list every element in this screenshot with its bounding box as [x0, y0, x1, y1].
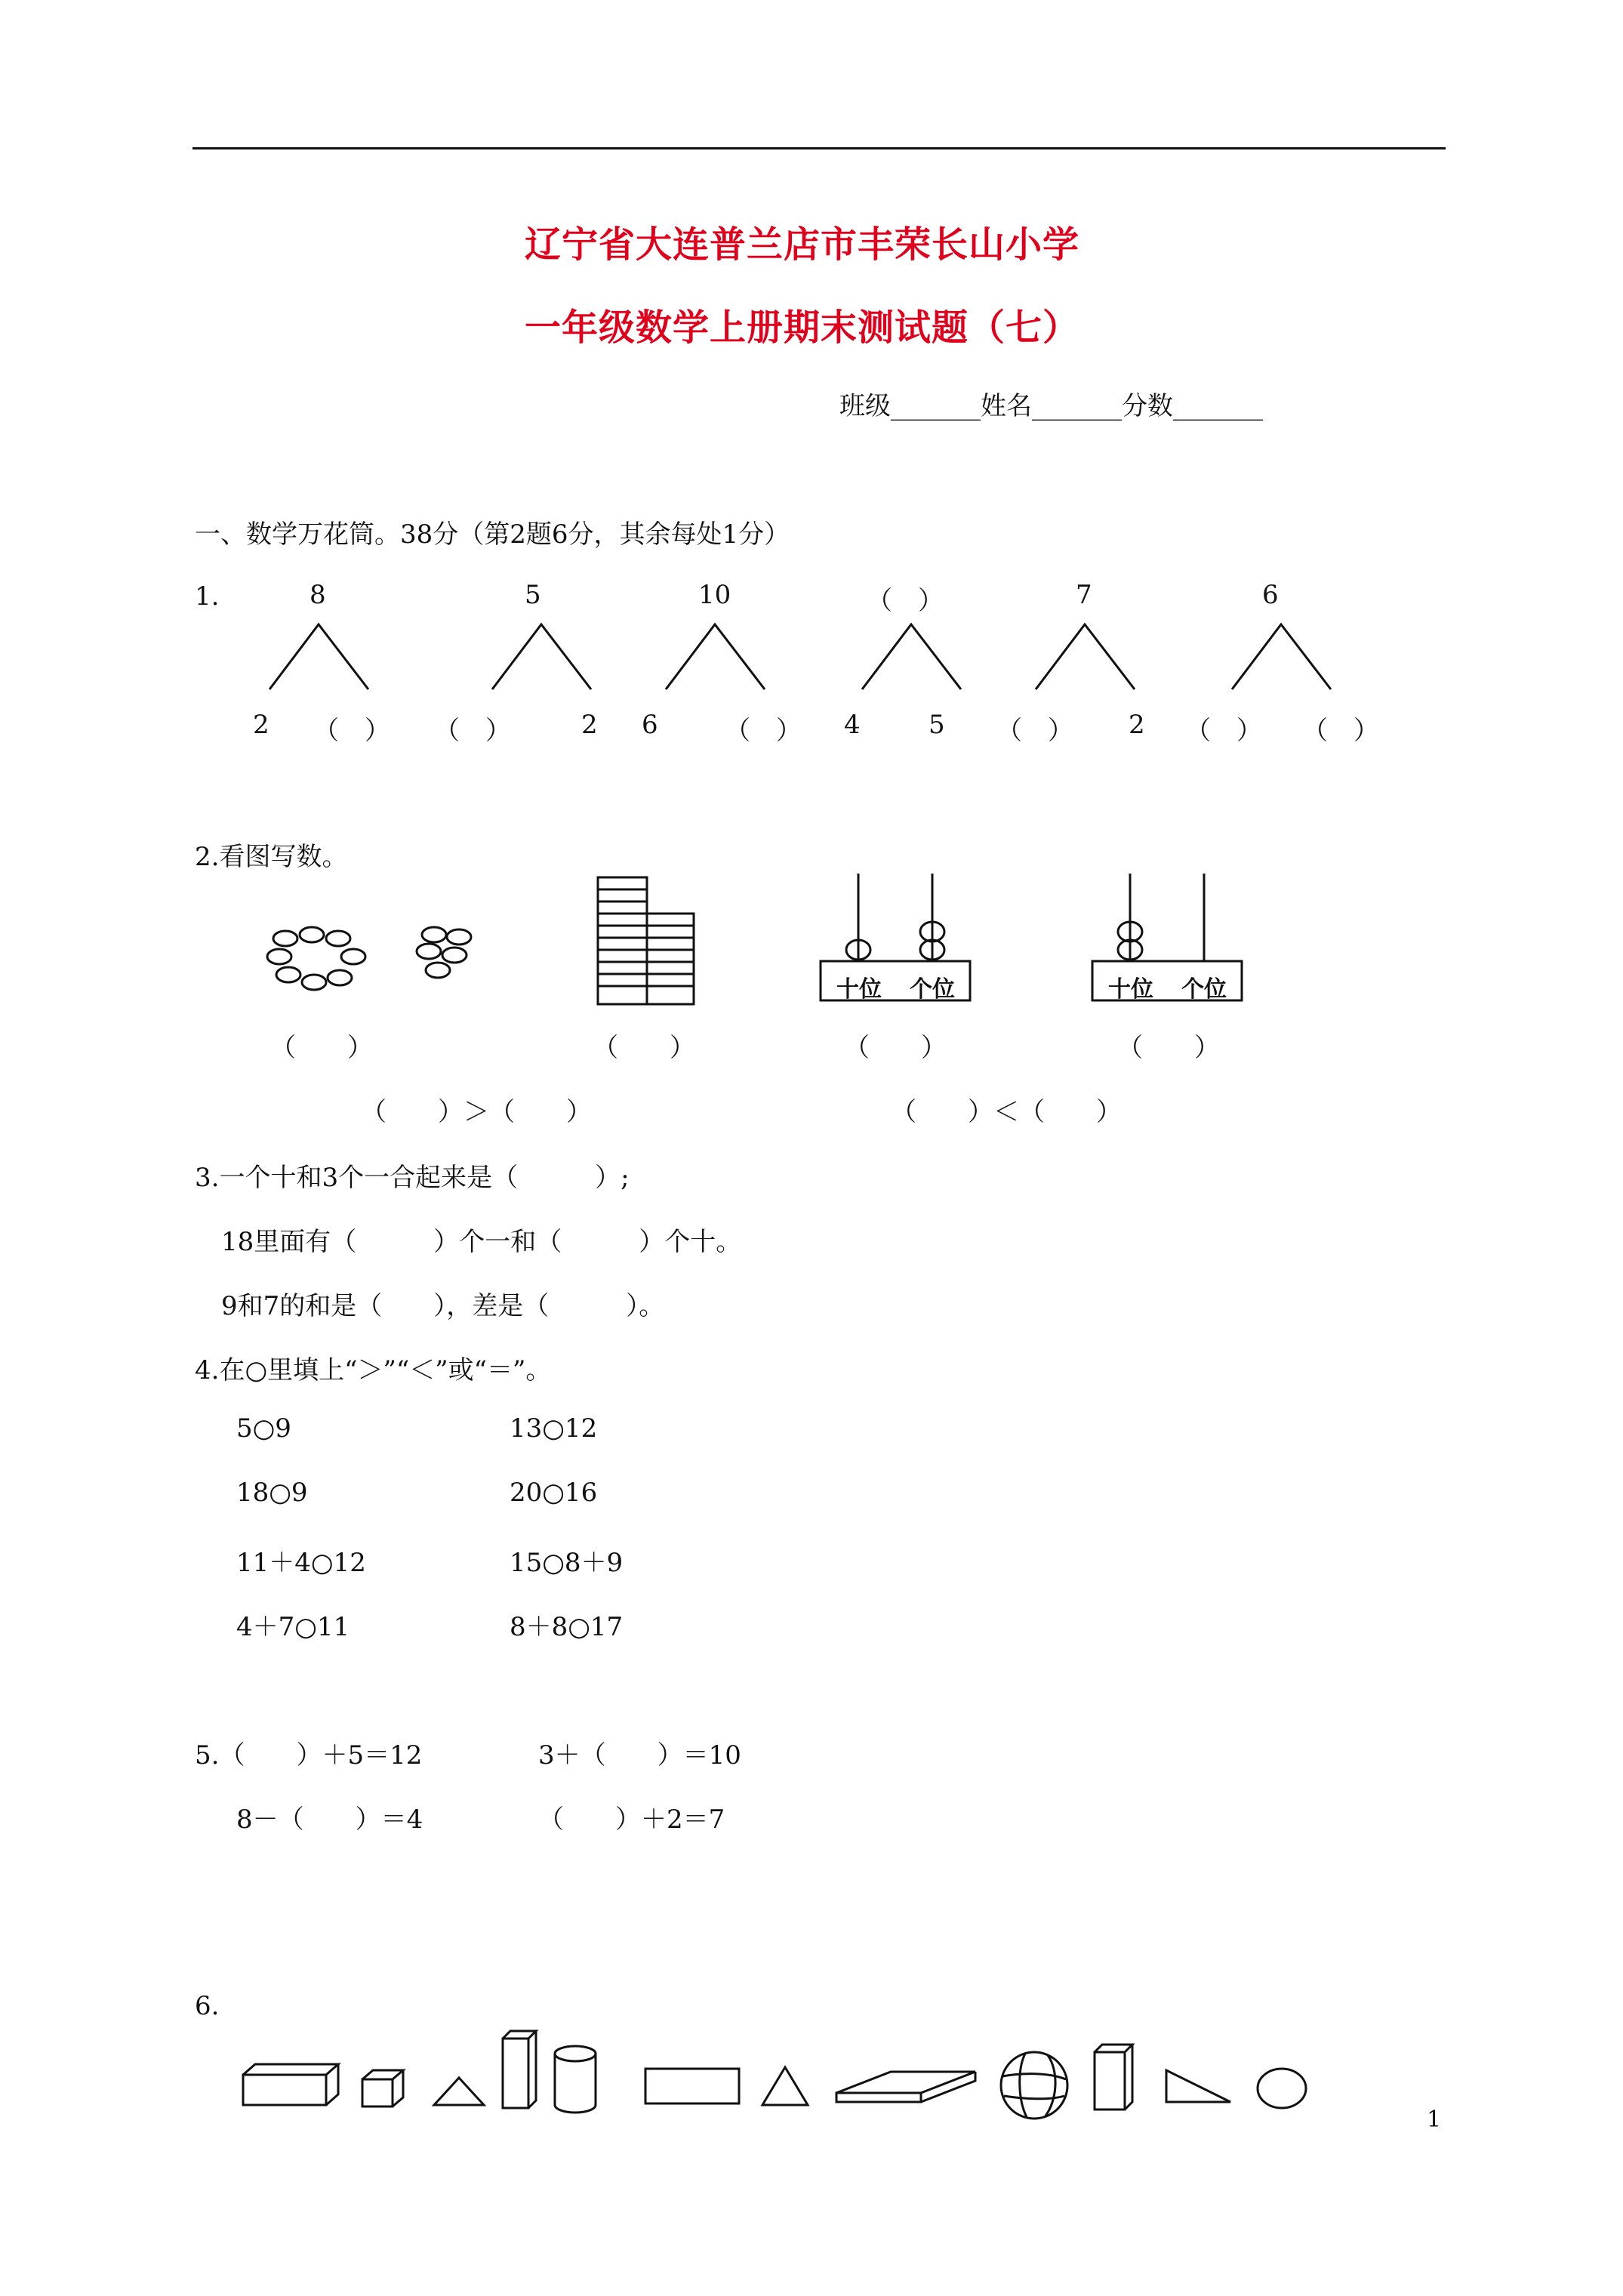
q5-item-1b[interactable]: 3＋（ ）＝10: [538, 1740, 741, 1771]
q4-item-1b[interactable]: 13○12: [510, 1413, 598, 1444]
triangle-shape-2: [762, 2067, 808, 2105]
q5-item-1a[interactable]: 5.（ ）＋5＝12: [195, 1740, 423, 1771]
q4-item-3b[interactable]: 15○8＋9: [510, 1548, 624, 1578]
student-info-line: 班级_______姓名_______分数_______: [839, 391, 1263, 421]
shapes-row: [234, 2023, 1336, 2122]
q2-blank-1[interactable]: （ ）: [270, 1033, 373, 1063]
title-line-1: 辽宁省大连普兰店市丰荣长山小学: [525, 223, 1080, 266]
counting-dots-figure: [264, 925, 521, 1000]
q1-label: 1.: [195, 581, 220, 612]
ten-sticks-figure: [596, 876, 698, 1008]
bond-3-lines: [664, 623, 766, 691]
bond-4-left: 4: [844, 710, 861, 740]
right-triangle-shape: [1166, 2070, 1230, 2102]
q6-label: 6.: [195, 1991, 220, 2021]
q2-blank-4[interactable]: （ ）: [1117, 1033, 1220, 1063]
bond-3-top: 10: [698, 580, 731, 610]
cylinder-shape: [555, 2046, 596, 2113]
q4-label: 4.在○里填上“＞”“＜”或“＝”。: [195, 1355, 552, 1385]
q4-item-1a[interactable]: 5○9: [236, 1413, 291, 1444]
bond-2-top: 5: [525, 580, 541, 610]
q4-item-2b[interactable]: 20○16: [510, 1478, 598, 1508]
q3-line-2[interactable]: 18里面有（ ）个一和（ ）个十。: [221, 1227, 742, 1257]
q5-item-2a[interactable]: 8－（ ）＝4: [236, 1804, 423, 1835]
q4-item-3a[interactable]: 11＋4○12: [236, 1548, 366, 1578]
bond-2-left[interactable]: （ ）: [434, 716, 511, 746]
q4-item-2a[interactable]: 18○9: [236, 1478, 308, 1508]
abacus-1-ones-label: 个位: [910, 976, 955, 1003]
tall-cuboid-shape-2: [1095, 2045, 1132, 2110]
bond-1-left[interactable]: 2: [253, 710, 269, 740]
flat-cuboid-shape: [836, 2072, 975, 2102]
bond-5-right: 2: [1129, 710, 1145, 740]
cube-shape: [362, 2070, 403, 2106]
bond-5-left[interactable]: （ ）: [996, 716, 1073, 746]
q5-item-2b[interactable]: （ ）＋2＝7: [538, 1804, 725, 1835]
bond-6-top: 6: [1262, 580, 1279, 610]
header-rule: [192, 147, 1446, 149]
bond-1-right[interactable]: （ ）: [313, 716, 390, 746]
ball-shape: [1001, 2052, 1067, 2119]
bond-4-right: 5: [929, 710, 945, 740]
section-1-heading: 一、数学万花筒。38分（第2题6分，其余每处1分）: [195, 519, 790, 550]
bond-4-top[interactable]: （ ）: [867, 586, 944, 616]
q3-line-1[interactable]: 3.一个十和3个一合起来是（ ）;: [195, 1163, 630, 1193]
q3-line-3[interactable]: 9和7的和是（ ），差是（ ）。: [221, 1291, 665, 1321]
q2-compare-less[interactable]: （ ）＜（ ）: [891, 1097, 1122, 1127]
abacus-1-tens-label: 十位: [836, 976, 882, 1003]
triangle-shape: [434, 2078, 484, 2105]
q2-blank-3[interactable]: （ ）: [844, 1033, 947, 1063]
bond-6-left[interactable]: （ ）: [1185, 716, 1262, 746]
long-cuboid-shape: [243, 2064, 338, 2105]
abacus-2-ones-label: 个位: [1181, 976, 1227, 1003]
q4-item-4a[interactable]: 4＋7○11: [236, 1612, 350, 1642]
bond-3-right[interactable]: （ ）: [725, 716, 802, 746]
rectangle-shape: [645, 2069, 739, 2103]
q2-blank-2[interactable]: （ ）: [593, 1033, 695, 1063]
q2-compare-greater[interactable]: （ ）＞（ ）: [361, 1097, 592, 1127]
bond-3-left: 6: [642, 710, 658, 740]
abacus-2-tens-label: 十位: [1108, 976, 1153, 1003]
bond-5-top: 7: [1076, 580, 1092, 610]
bond-6-right[interactable]: （ ）: [1302, 716, 1379, 746]
bond-2-right: 2: [581, 710, 598, 740]
q4-item-4b[interactable]: 8＋8○17: [510, 1612, 624, 1642]
bond-1-top: 8: [310, 580, 326, 610]
tall-cuboid-shape: [503, 2031, 536, 2108]
ellipse-shape: [1258, 2069, 1306, 2108]
bond-6-lines: [1230, 623, 1332, 691]
q2-label: 2.看图写数。: [195, 842, 348, 872]
page-number: 1: [1427, 2106, 1442, 2133]
title-line-2: 一年级数学上册期末测试题（七）: [525, 307, 1080, 349]
bond-2-lines: [491, 623, 593, 691]
bond-4-lines: [861, 623, 962, 691]
bond-5-lines: [1034, 623, 1136, 691]
bond-1-lines: [268, 623, 370, 691]
